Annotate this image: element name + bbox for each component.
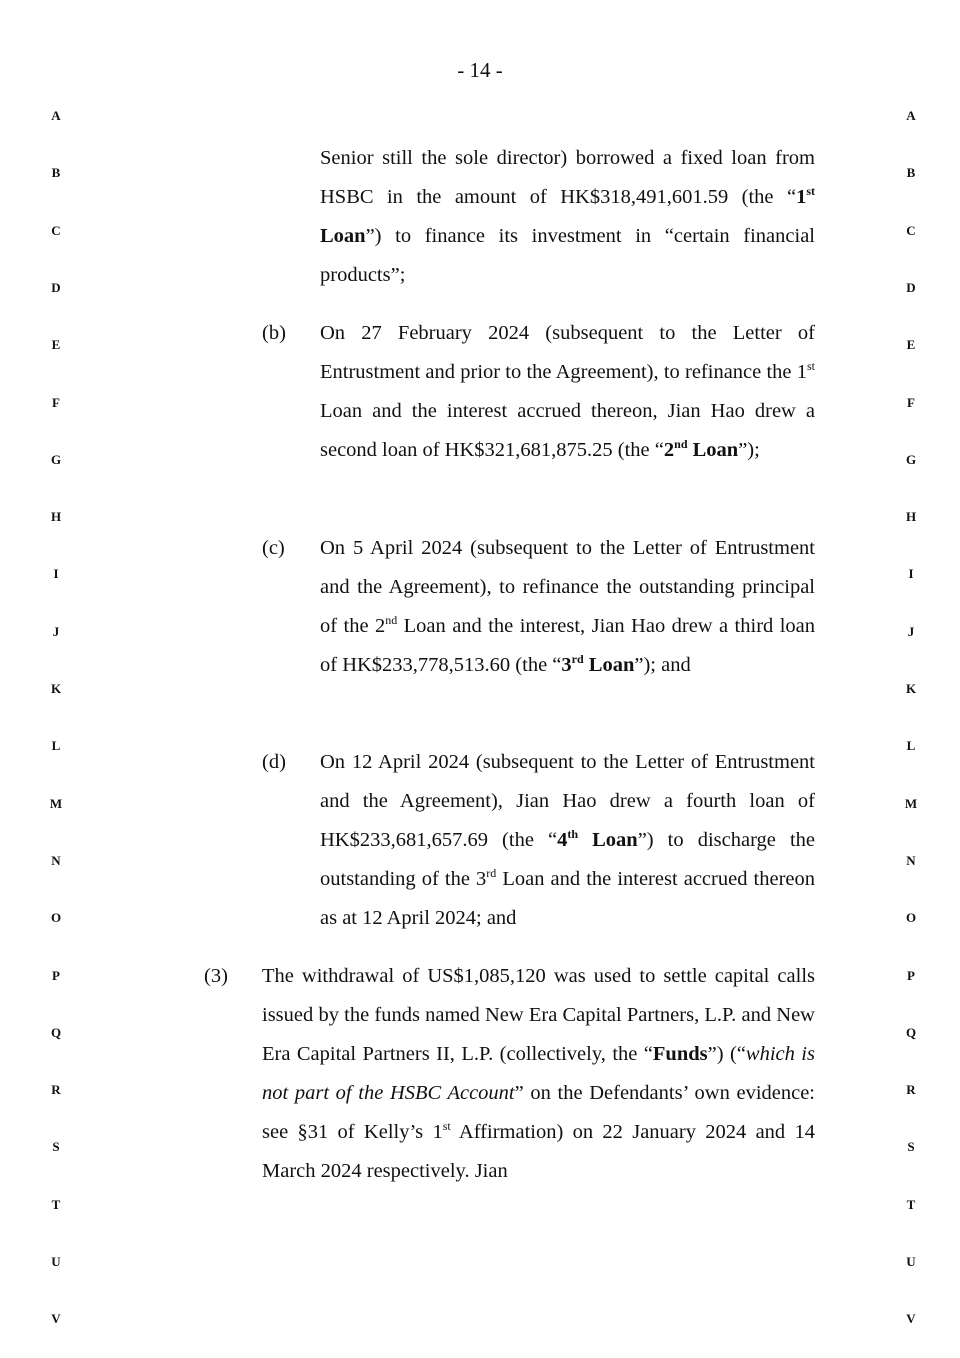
margin-letter-left: M	[49, 796, 63, 811]
margin-letter-right: C	[906, 223, 916, 238]
margin-letter-right: A	[906, 108, 916, 123]
margin-letter-right: L	[906, 738, 916, 753]
margin-letter-right: H	[905, 509, 917, 524]
margin-letter-right: K	[905, 681, 917, 696]
margin-letter-left: O	[50, 910, 62, 925]
margin-letter-left: U	[51, 1254, 61, 1269]
margin-letter-right: B	[906, 165, 916, 180]
margin-letter-left: T	[51, 1197, 61, 1212]
margin-letter-left: D	[51, 280, 61, 295]
italic-quote: which is not part of the HSBC Account	[262, 1043, 815, 1104]
page-number: - 14 -	[457, 58, 503, 82]
bold-term: 4th Loan	[557, 827, 638, 851]
margin-letter-left: J	[52, 624, 60, 639]
margin-letter-right: E	[906, 337, 916, 352]
margin-letter-left: B	[51, 165, 61, 180]
margin-letter-right: N	[906, 853, 916, 868]
margin-letter-left: Q	[50, 1025, 62, 1040]
item-label-3: (3)	[204, 965, 228, 987]
paragraph-a-continuation	[320, 139, 815, 295]
margin-letter-right: F	[907, 395, 915, 410]
margin-letter-left: S	[52, 1139, 60, 1154]
margin-letter-left: A	[51, 108, 61, 123]
item-label-d: (d)	[262, 751, 286, 773]
margin-letter-right: O	[905, 910, 917, 925]
bold-term: 2nd Loan	[663, 437, 739, 461]
margin-letter-left: H	[50, 509, 62, 524]
margin-letter-right: J	[907, 624, 915, 639]
margin-letter-right: U	[906, 1254, 916, 1269]
paragraph-b: On 27 February 2024 (subsequent to the Letter of Entrustment and prior to the Agreement), to refinance the 1st Loan and the interest accrued thereon, Jian Hao drew a second loan of HK$321,681,875.25 (the “2nd Loan”);	[320, 322, 815, 461]
paragraph-c: On 5 April 2024 (subsequent to the Letter of Entrustment and the Agreement), to refinance the outstanding principal of the 2nd Loan and the interest, Jian Hao drew a third loan of HK$233,778,513.60 (the “3rd Loan”); and	[320, 537, 816, 676]
margin-letter-left: K	[50, 681, 62, 696]
bold-term: 1st Loan	[320, 184, 815, 247]
margin-letter-right: V	[906, 1311, 916, 1326]
margin-letter-right: T	[906, 1197, 916, 1212]
margin-letter-right: P	[907, 968, 915, 983]
bold-term: 3rd Loan	[561, 652, 635, 676]
margin-letter-left: F	[52, 395, 60, 410]
text: ”) to finance its investment in “certain financial products”;	[320, 225, 815, 286]
margin-letter-left: C	[51, 223, 61, 238]
margin-letter-left: G	[50, 452, 62, 467]
margin-letter-left: V	[51, 1311, 61, 1326]
margin-letter-left: P	[52, 968, 60, 983]
bold-term: Funds	[652, 1043, 708, 1065]
margin-letter-left: I	[53, 566, 59, 581]
margin-letter-right: R	[906, 1082, 916, 1097]
margin-letter-right: M	[904, 796, 918, 811]
margin-letter-left: L	[51, 738, 61, 753]
margin-letter-right: S	[907, 1139, 915, 1154]
margin-letter-right: G	[905, 452, 917, 467]
margin-letter-left: R	[51, 1082, 61, 1097]
paragraph-3: The withdrawal of US$1,085,120 was used to settle capital calls issued by the funds named New Era Capital Partners, L.P. and New Era Capital Partners II, L.P. (collectively, the “Funds”) (“which is not part of the HSBC Account” on the Defendants’ own evidence: see §31 of Kelly’s 1st Affirmation) on 22 January 2024 and 14 March 2024 respectively. Jian	[262, 965, 816, 1182]
margin-letter-right: D	[906, 280, 916, 295]
margin-letter-right: I	[908, 566, 914, 581]
paragraph-d: On 12 April 2024 (subsequent to the Letter of Entrustment and the Agreement), Jian Hao drew a fourth loan of HK$233,681,657.69 (the “4th Loan”) to discharge the outstanding of the 3rd Loan and the interest accrued thereon as at 12 April 2024; and	[320, 751, 815, 929]
margin-letter-left: N	[51, 853, 61, 868]
text: Senior still the sole director) borrowed a fixed loan from HSBC in the amount of HK$318,491,601.59 (the “	[320, 147, 815, 208]
item-label-b: (b)	[262, 322, 286, 344]
item-label-c: (c)	[262, 537, 285, 559]
margin-letter-right: Q	[905, 1025, 917, 1040]
margin-letter-left: E	[51, 337, 61, 352]
